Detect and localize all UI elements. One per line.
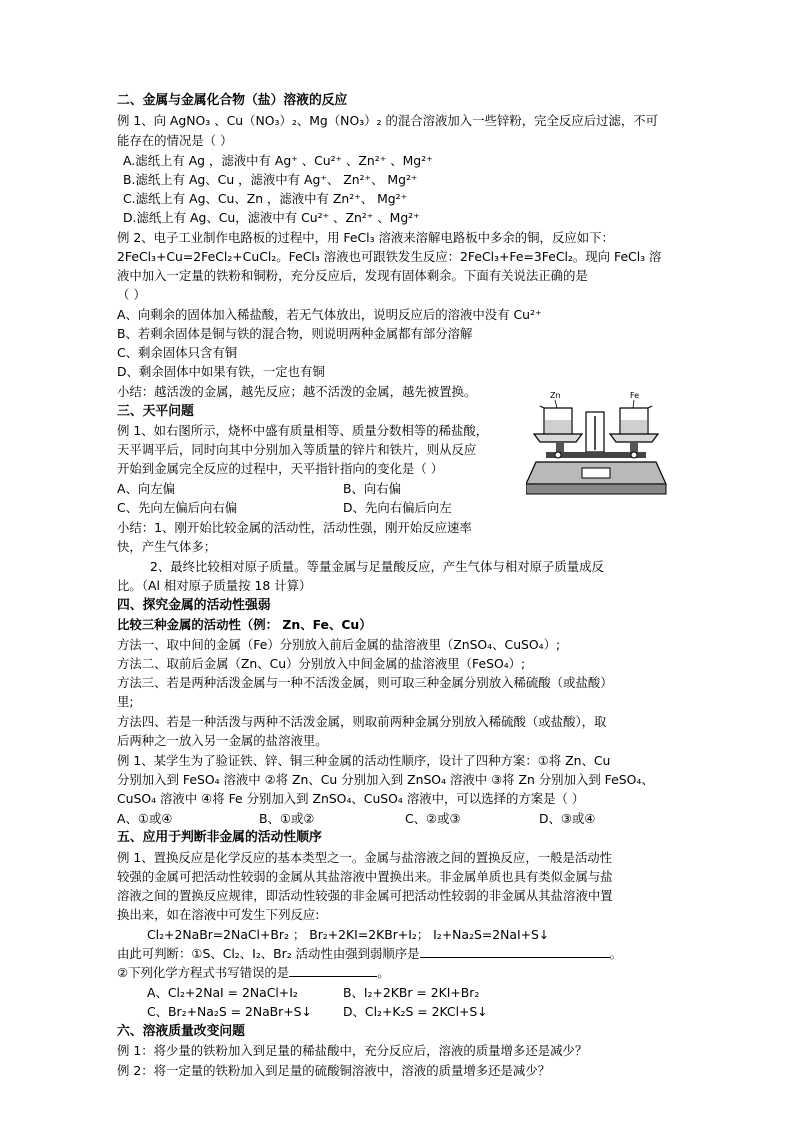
s6-example2: 例 2：将一定量的铁粉加入到足量的硫酸铜溶液中，溶液的质量增多还是减少？ <box>117 1063 551 1078</box>
section-6-heading: 六、溶液质量改变问题 <box>117 1024 245 1039</box>
s3-option-c: C、先向左偏后向右偏 <box>117 500 238 515</box>
s4-option-a: A、①或④ <box>117 811 173 826</box>
answer-blank-2[interactable] <box>289 964 377 977</box>
s4-option-c: C、②或③ <box>405 811 461 826</box>
s5-option-c: C、Br₂+Na₂S = 2NaBr+S↓ <box>147 1004 312 1019</box>
s4-subheading: 比较三种金属的活动性（例： Zn、Fe、Cu） <box>117 617 372 632</box>
s4-ex-line1: 例 1、某学生为了验证铁、锌、铜三种金属的活动性顺序，设计了四种方案：①将 Zn、Cu <box>117 753 611 768</box>
s5-option-d: D、Cl₂+K₂S = 2KCl+S↓ <box>343 1004 488 1019</box>
s4-method4-line2: 后两种之一放入另一金属的盐溶液里。 <box>117 733 328 748</box>
s5-equations: Cl₂+2NaBr=2NaCl+Br₂ ； Br₂+2KI=2KBr+I₂； I₂+Na₂S=2NaI+S↓ <box>147 927 550 942</box>
s2-ex1-option-d: D.滤纸上有 Ag、Cu，滤液中有 Cu²⁺ 、Zn²⁺ 、Mg²⁺ <box>123 210 420 225</box>
s2-ex1-option-a: A.滤纸上有 Ag ，滤液中有 Ag⁺ 、Cu²⁺ 、Zn²⁺ 、Mg²⁺ <box>123 153 433 168</box>
s3-summary1-line2: 快，产生气体多； <box>117 539 217 554</box>
s2-summary: 小结：越活泼的金属，越先反应；越不活泼的金属，越先被置换。 <box>117 384 477 399</box>
s3-option-d: D、先向右偏后向左 <box>343 500 452 515</box>
s5-question1-text: 由此可判断：①S、Cl₂、I₂、Br₂ 活动性由强到弱顺序是 <box>117 946 420 961</box>
s2-ex2-option-c: C、剩余固体只含有铜 <box>117 345 238 360</box>
s2-ex1-line1: 例 1、向 AgNO₃ 、Cu（NO₃）₂、Mg（NO₃）₂ 的混合溶液加入一些锌粉，完全反应后过滤，不可 <box>117 113 659 128</box>
s5-option-a: A、Cl₂+2NaI = 2NaCl+I₂ <box>147 985 298 1000</box>
s4-ex-line3: CuSO₄ 溶液中 ④将 Fe 分别加入到 ZnSO₄、CuSO₄ 溶液中，可以选择的方案是（ ） <box>117 791 585 806</box>
left-pan <box>534 434 582 442</box>
iron-label: Fe <box>630 391 640 400</box>
s4-option-d: D、③或④ <box>539 811 596 826</box>
section-3-heading: 三、天平问题 <box>117 404 194 419</box>
s2-ex2-option-a: A、向剩余的固体加入稀盐酸，若无气体放出，说明反应后的溶液中没有 Cu²⁺ <box>117 307 542 322</box>
right-beaker <box>620 406 652 434</box>
s2-ex2-line4: （ ） <box>117 287 146 302</box>
s5-line4: 换出来，如在溶液中可发生下列反应: <box>117 907 320 922</box>
s3-summary2-line1: 2、最终比较相对原子质量。等量金属与足量酸反应，产生气体与相对原子质量成反 <box>150 559 604 574</box>
s3-option-b: B、向右偏 <box>343 481 402 496</box>
s4-option-b: B、①或② <box>259 811 315 826</box>
section-4-heading: 四、探究金属的活动性强弱 <box>117 598 271 613</box>
s4-method2: 方法二、取前后金属（Zn、Cu）分别放入中间金属的盐溶液里（FeSO₄）; <box>117 656 526 671</box>
s3-ex1-line1: 例 1、如右图所示，烧杯中盛有质量相等、质量分数相等的稀盐酸， <box>117 423 489 438</box>
s2-ex1-option-c: C.滤纸上有 Ag、Cu、Zn ，滤液中有 Zn²⁺、 Mg²⁺ <box>123 191 408 206</box>
s5-question2-end: 。 <box>377 965 390 980</box>
zinc-label: Zn <box>550 391 561 400</box>
s3-option-a: A、向左偏 <box>117 481 176 496</box>
s3-summary1-line1: 小结：1、刚开始比较金属的活动性，活动性强，刚开始反应速率 <box>117 520 472 535</box>
s2-ex1-option-b: B.滤纸上有 Ag、Cu ，滤液中有 Ag⁺、 Zn²⁺、 Mg²⁺ <box>123 172 418 187</box>
s5-question2 <box>117 964 390 982</box>
s6-example1: 例 1：将少量的铁粉加入到足量的稀盐酸中，充分反应后，溶液的质量增多还是减少？ <box>117 1043 588 1058</box>
section-5-heading: 五、应用于判断非金属的活动性顺序 <box>117 830 322 845</box>
s2-ex1-line2: 能存在的情况是（ ） <box>117 133 233 148</box>
s2-ex2-line1: 例 2、电子工业制作电路板的过程中，用 FeCl₃ 溶液来溶解电路板中多余的铜，反应如下： <box>117 230 614 245</box>
left-beaker <box>540 406 572 434</box>
balance-scale-figure <box>526 388 682 506</box>
s4-method3-line1: 方法三、若是两种活泼金属与一种不活泼金属，则可取三种金属分别放入稀硫酸（或盐酸） <box>117 675 613 690</box>
s5-question1-end: 。 <box>609 946 622 961</box>
section-2-heading: 二、金属与金属化合物（盐）溶液的反应 <box>117 93 348 108</box>
s4-method4-line1: 方法四、若是一种活泼与两种不活泼金属，则取前两种金属分别放入稀硫酸（或盐酸），取 <box>117 714 607 729</box>
s5-option-b: B、I₂+2KBr = 2KI+Br₂ <box>343 985 480 1000</box>
s2-ex2-option-b: B、若剩余固体是铜与铁的混合物，则说明两种金属都有部分溶解 <box>117 326 473 341</box>
s5-question1 <box>117 945 622 963</box>
answer-blank-1[interactable] <box>420 945 610 958</box>
s5-line1: 例 1、置换反应是化学反应的基本类型之一。金属与盐溶液之间的置换反应，一般是活动性 <box>117 850 613 865</box>
s4-method1: 方法一、取中间的金属（Fe）分别放入前后金属的盐溶液里（ZnSO₄、CuSO₄）; <box>117 637 561 652</box>
right-pan <box>610 434 658 442</box>
s3-summary2-line2: 比。（Al 相对原子质量按 18 计算） <box>117 578 312 593</box>
s2-ex2-option-d: D、剩余固体中如果有铁，一定也有铜 <box>117 364 325 379</box>
s4-method3-line2: 里; <box>117 694 134 709</box>
s3-ex1-line2: 天平调平后，同时向其中分别加入等质量的锌片和铁片，则从反应 <box>117 442 477 457</box>
s3-ex1-line3: 开始到金属完全反应的过程中，天平指针指向的变化是（ ） <box>117 461 444 476</box>
s2-ex2-line2: 2FeCl₃+Cu=2FeCl₂+CuCl₂。FeCl₃ 溶液也可跟铁发生反应：2FeCl₃+Fe=3FeCl₂。现向 FeCl₃ 溶 <box>117 249 662 264</box>
s5-line3: 溶液之间的置换反应规律，即活动性较强的非金属可把活动性较弱的非金属从其盐溶液中置 <box>117 888 613 903</box>
s5-question2-text: ②下列化学方程式书写错误的是 <box>117 965 290 980</box>
s5-line2: 较强的金属可把活动性较弱的金属从其盐溶液中置换出来。非金属单质也具有类似金属与盐 <box>117 869 613 884</box>
s4-ex-line2: 分别加入到 FeSO₄ 溶液中 ②将 Zn、Cu 分别加入到 ZnSO₄ 溶液中 ③将 Zn 分别加入到 FeSO₄、 <box>117 772 654 787</box>
s2-ex2-line3: 液中加入一定量的铁粉和铜粉，充分反应后，发现有固体剩余。下面有关说法正确的是 <box>117 268 588 283</box>
